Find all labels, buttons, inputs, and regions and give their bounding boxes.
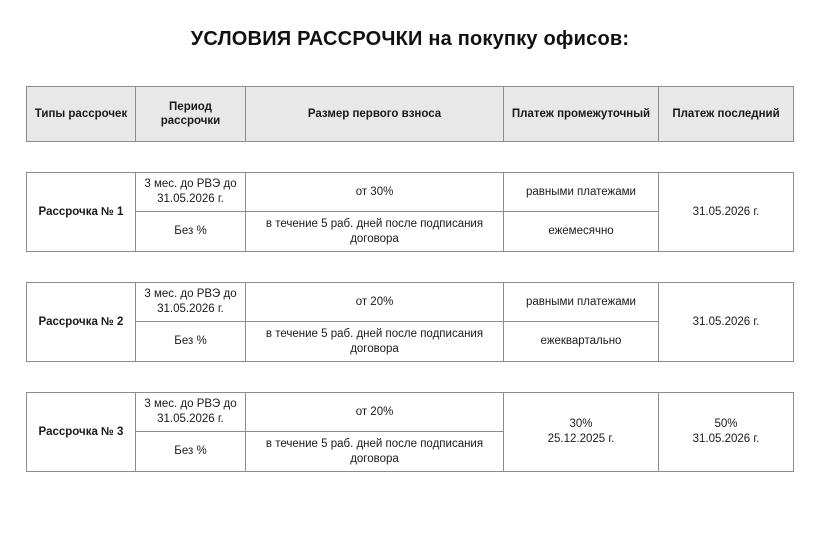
- last-payment-installment-3: [659, 392, 794, 472]
- row-label-installment-1: Рассрочка № 1: [26, 172, 136, 252]
- intermediate-payment-date-installment-3: 25.12.2025 г.: [547, 433, 615, 445]
- header-cell-intermediate-payment: Платеж промежуточный: [504, 86, 659, 142]
- table-row: [26, 282, 794, 322]
- header-cell-types: Типы рассрочек: [26, 86, 136, 142]
- table-spacer: [26, 142, 794, 172]
- header-cell-period: Период рассрочки: [136, 86, 246, 142]
- table-spacer: [26, 252, 794, 282]
- intermediate-payment-percent-installment-3: 30%: [569, 418, 593, 430]
- table-header-row: [26, 86, 794, 142]
- last-payment-installment-2: 31.05.2026 г.: [659, 282, 794, 362]
- period-note-installment-3: Без %: [136, 432, 246, 472]
- intermediate-payment-installment-1: равными платежами: [504, 172, 659, 212]
- page-title: УСЛОВИЯ РАССРОЧКИ на покупку офисов:: [190, 28, 630, 50]
- period-note-installment-2: Без %: [136, 322, 246, 362]
- intermediate-payment-installment-2: равными платежами: [504, 282, 659, 322]
- row-label-installment-3: Рассрочка № 3: [26, 392, 136, 472]
- period-installment-1: 3 мес. до РВЭ до 31.05.2026 г.: [136, 172, 246, 212]
- first-payment-amount-installment-2: от 20%: [246, 282, 504, 322]
- row-label-installment-2: Рассрочка № 2: [26, 282, 136, 362]
- first-payment-amount-installment-1: от 30%: [246, 172, 504, 212]
- first-payment-amount-installment-3: от 20%: [246, 392, 504, 432]
- table-row: [26, 392, 794, 432]
- table-spacer: [26, 362, 794, 392]
- first-payment-term-installment-3: в течение 5 раб. дней после подписания договора: [246, 432, 504, 472]
- last-payment-date-installment-3: 31.05.2026 г.: [692, 433, 760, 445]
- intermediate-payment-frequency-installment-1: ежемесячно: [504, 212, 659, 252]
- table-row: [26, 172, 794, 212]
- first-payment-term-installment-1: в течение 5 раб. дней после подписания договора: [246, 212, 504, 252]
- period-installment-2: 3 мес. до РВЭ до 31.05.2026 г.: [136, 282, 246, 322]
- spacer-cell: [26, 362, 794, 392]
- header-cell-first-payment: Размер первого взноса: [246, 86, 504, 142]
- last-payment-percent-installment-3: 50%: [714, 418, 738, 430]
- header-cell-last-payment: Платеж последний: [659, 86, 794, 142]
- spacer-cell: [26, 142, 794, 172]
- period-installment-3: 3 мес. до РВЭ до 31.05.2026 г.: [136, 392, 246, 432]
- period-note-installment-1: Без %: [136, 212, 246, 252]
- last-payment-installment-1: 31.05.2026 г.: [659, 172, 794, 252]
- installment-conditions-table-wrapper: [26, 51, 794, 472]
- installment-conditions-table: [26, 86, 794, 472]
- intermediate-payment-frequency-installment-2: ежеквартально: [504, 322, 659, 362]
- first-payment-term-installment-2: в течение 5 раб. дней после подписания договора: [246, 322, 504, 362]
- spacer-cell: [26, 252, 794, 282]
- intermediate-payment-installment-3: [504, 392, 659, 472]
